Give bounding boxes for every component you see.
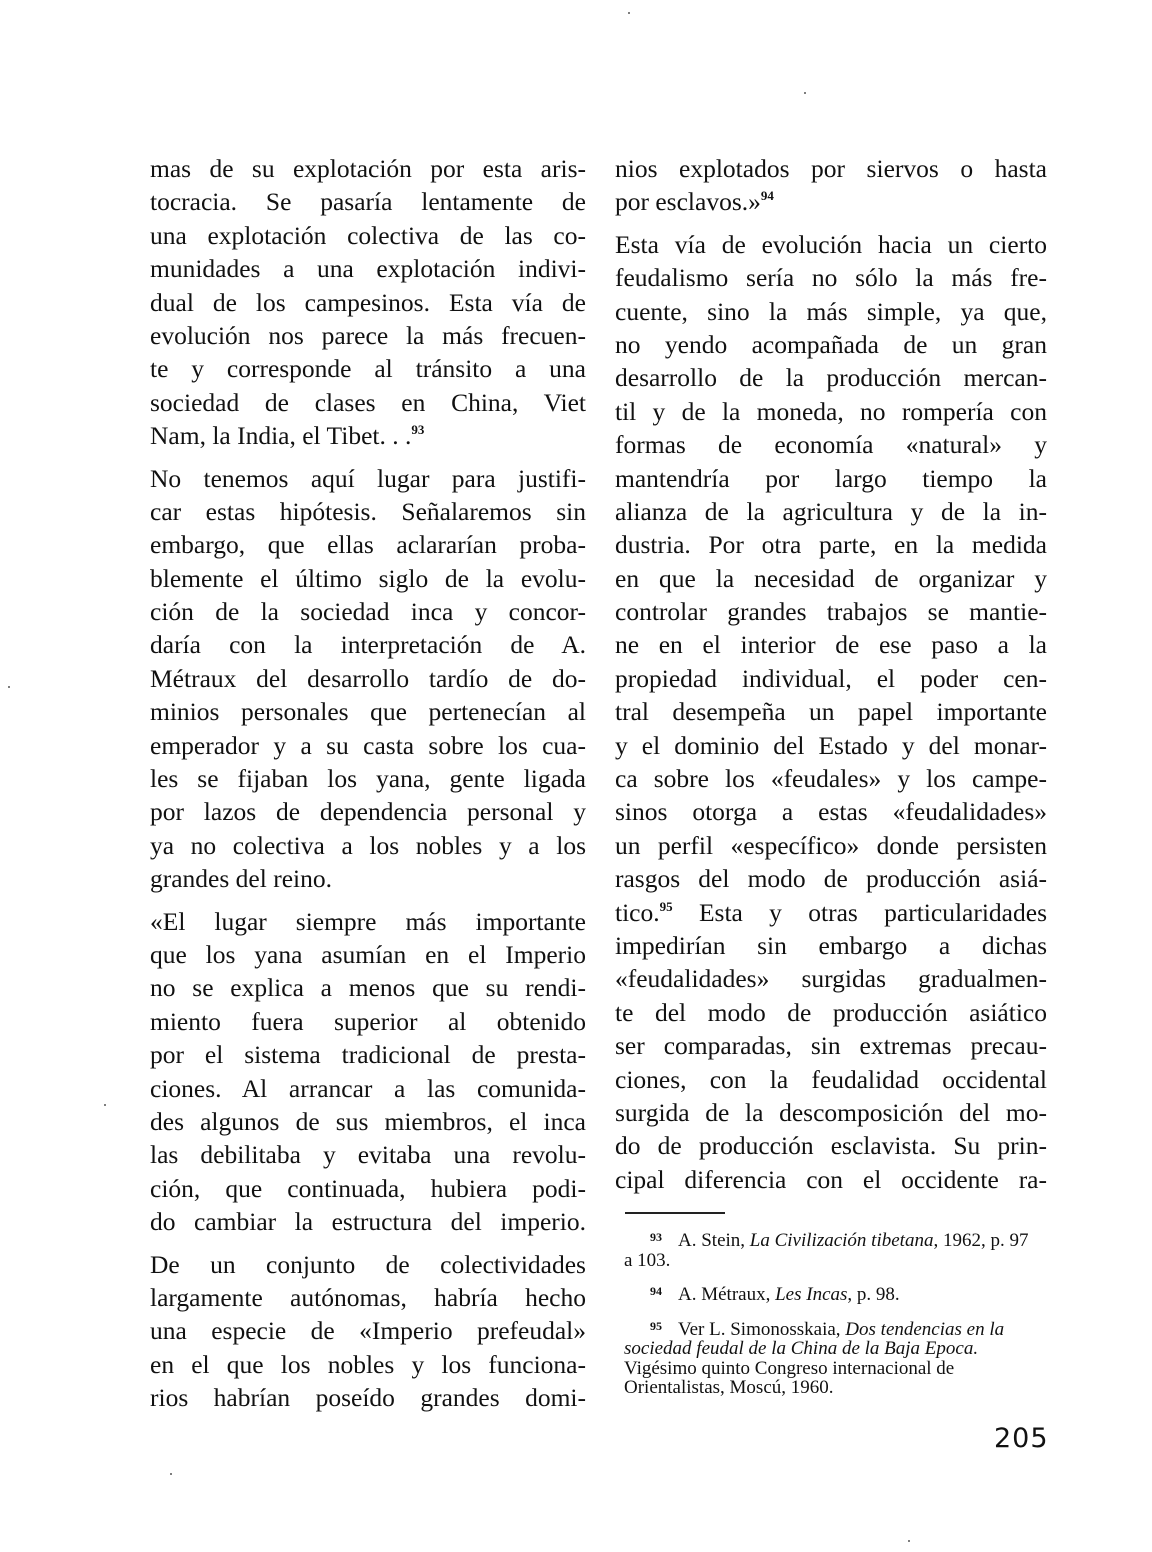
text-line: Esta vía de evolución hacia un cierto (615, 229, 1047, 259)
text-line: un perfil «específico» donde persisten (615, 830, 1047, 860)
text-line: til y de la moneda, no rompería con (615, 396, 1047, 426)
footnote-title: Dos tendencias en la sociedad feudal de la China de la Baja Epoca. (624, 1318, 1005, 1359)
text-line: De un conjunto de colectividades (150, 1249, 586, 1279)
text-line: cuente, sino la más simple, ya que, (615, 296, 1047, 326)
text-line: no se explica a menos que su rendi- (150, 973, 586, 1003)
footnotes (624, 1228, 1032, 1410)
page-number: 205 (994, 1423, 1049, 1454)
footnote-ref[interactable]: 93 (411, 422, 425, 438)
text-line: en que la necesidad de organizar y (615, 563, 1047, 593)
right-column (615, 152, 1047, 1205)
footnote-number: 93 (650, 1230, 662, 1244)
text-line: embargo, que ellas aclararían proba- (150, 530, 586, 560)
text-line: grandes del reino. (150, 864, 332, 894)
text-line: rasgos del modo de producción asiá- (615, 864, 1047, 894)
text-line: No tenemos aquí lugar para justifi- (150, 463, 586, 493)
left-column (150, 152, 586, 1423)
text-line: por esclavos.»$^{94}$ (615, 187, 774, 217)
text-line: largamente autónomas, habría hecho (150, 1282, 586, 1312)
footnote-title: La Civilización tibetana (749, 1230, 934, 1251)
footnote-ref[interactable]: 95 (659, 898, 673, 914)
scan-speck (628, 12, 630, 14)
footnote-94: $^{94}$ A. Métraux, Les Incas, p. 98. (650, 1284, 900, 1305)
text-line: desarrollo de la producción mercan- (615, 363, 1047, 393)
text-line: una especie de «Imperio prefeudal» (150, 1316, 586, 1346)
text-line: formas de economía «natural» y (615, 430, 1047, 460)
text-line: miento fuera superior al obtenido (150, 1006, 586, 1036)
text-line: controlar grandes trabajos se mantie- (615, 597, 1047, 627)
text-line: ción, que continuada, hubiera podi- (150, 1173, 586, 1203)
text-line: alianza de la agricultura y de la in- (615, 496, 1047, 526)
text-line: «feudalidades» surgidas gradualmen- (615, 964, 1047, 994)
text-line: mas de su explotación por esta aris- (150, 154, 586, 183)
paragraph (615, 228, 1047, 1196)
text-line: te y corresponde al tránsito a una (150, 354, 586, 384)
text-line: Nam, la India, el Tibet. . .$^{93}$ (150, 421, 425, 451)
text-line: dual de los campesinos. Esta vía de (150, 287, 586, 317)
text-line: emperador y a su casta sobre los cua- (150, 730, 586, 760)
text-line: sinos otorga a estas «feudalidades» (615, 797, 1047, 827)
footnote-93: $^{93}$ A. Stein, La Civilización tibetana, 1962, p. 97 a 103. (624, 1230, 1029, 1271)
text-line: propiedad individual, el poder cen- (615, 663, 1047, 693)
scan-speck (170, 1473, 172, 1475)
text-line: dustria. Por otra parte, en la medida (615, 530, 1047, 560)
text-line: ser comparadas, sin extremas precau- (615, 1031, 1047, 1061)
scan-speck (804, 92, 806, 94)
paragraph (150, 152, 586, 453)
text-line: las debilitaba y evitaba una revolu- (150, 1140, 586, 1170)
text-line: en el que los nobles y los funciona- (150, 1349, 586, 1379)
scan-speck (908, 1540, 910, 1542)
text-line: daría con la interpretación de A. (150, 630, 586, 660)
text-line: Métraux del desarrollo tardío de do- (150, 663, 586, 693)
text-line: mantendría por largo tiempo la (615, 463, 1047, 493)
text-line: ya no colectiva a los nobles y a los (150, 830, 586, 860)
text-line: te del modo de producción asiático (615, 997, 1047, 1027)
text-line: por lazos de dependencia personal y (150, 797, 586, 827)
paragraph (150, 462, 586, 896)
footnote-ref[interactable]: 94 (760, 188, 774, 204)
text-line: tocracia. Se pasaría lentamente de (150, 187, 586, 217)
text-line: les se fijaban los yana, gente ligada (150, 764, 586, 794)
text-line: munidades a una explotación indivi- (150, 254, 586, 284)
footnote-divider (625, 1212, 725, 1214)
text-line: minios personales que pertenecían al (150, 697, 586, 727)
text-line: por el sistema tradicional de presta- (150, 1040, 586, 1070)
text-line: sociedad de clases en China, Viet (150, 387, 586, 417)
footnote-number: 95 (650, 1318, 662, 1333)
text-line: car estas hipótesis. Señalaremos sin (150, 496, 586, 526)
text-line: ciones, con la feudalidad occidental (615, 1064, 1047, 1094)
scan-speck (104, 1104, 106, 1106)
text-line: ciones. Al arrancar a las comunida- (150, 1073, 586, 1103)
footnote-95: $^{95}$ Ver L. Simonosskaia, Dos tendencias en la sociedad feudal de la China de la Baja Epoca. Vigésimo quinto Congreso internacional de Orientalistas, Moscú, 1960. (624, 1318, 1005, 1398)
quote-paragraph (150, 905, 586, 1239)
text-line: impedirían sin embargo a dichas (615, 930, 1047, 960)
text-line: «El lugar siempre más importante (150, 906, 586, 936)
text-line: blemente el último siglo de la evolu- (150, 563, 586, 593)
text-line: tral desempeña un papel importante (615, 697, 1047, 727)
text-line: evolución nos parece la más frecuen- (150, 320, 586, 350)
text-line: y el dominio del Estado y del monar- (615, 730, 1047, 760)
text-line: do de producción esclavista. Su prin- (615, 1131, 1047, 1161)
text-line: una explotación colectiva de las co- (150, 220, 586, 250)
quote-paragraph (150, 1248, 586, 1415)
text-line: tico.$^{95}$ Esta y otras particularidades (615, 897, 1047, 927)
text-line: nios explotados por siervos o hasta (615, 154, 1047, 183)
text-line: ción de la sociedad inca y concor- (150, 597, 586, 627)
text-line: do cambiar la estructura del imperio. (150, 1207, 586, 1237)
footnote-title: Les Incas (775, 1284, 848, 1305)
quote-paragraph (615, 152, 1047, 219)
text-line: cipal diferencia con el occidente ra- (615, 1164, 1047, 1194)
text-line: ca sobre los «feudales» y los campe- (615, 764, 1047, 794)
text-line: rios habrían poseído grandes domi- (150, 1383, 586, 1413)
text-line: feudalismo sería no sólo la más fre- (615, 263, 1047, 293)
text-line: des algunos de sus miembros, el inca (150, 1106, 586, 1136)
text-line: no yendo acompañada de un gran (615, 329, 1047, 359)
text-line: surgida de la descomposición del mo- (615, 1097, 1047, 1127)
scan-speck (8, 686, 10, 688)
text-line: ne en el interior de ese paso a la (615, 630, 1047, 660)
footnote-number: 94 (650, 1284, 662, 1298)
text-line: que los yana asumían en el Imperio (150, 939, 586, 969)
